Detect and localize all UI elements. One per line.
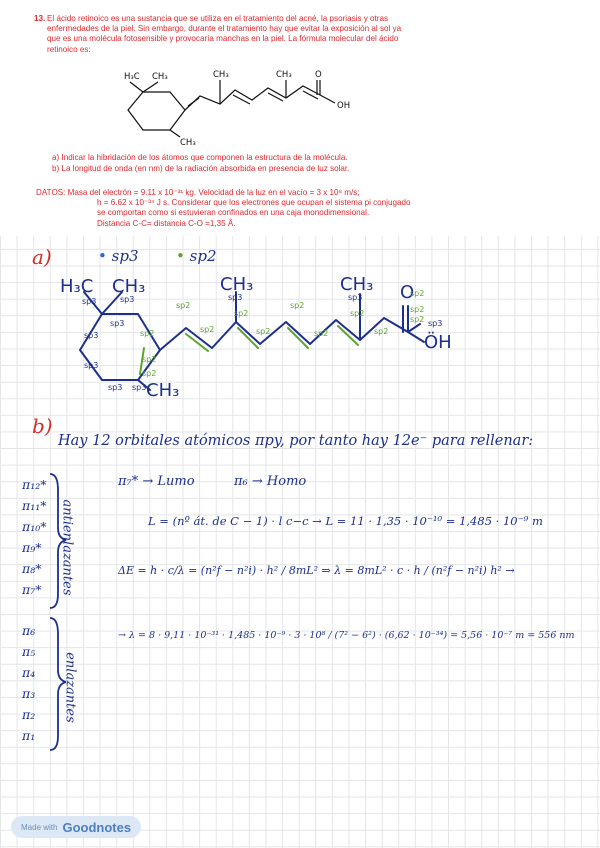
- sp2-label: sp2: [200, 325, 215, 334]
- question-item: b) La longitud de onda (en nm) de la radiación absorbida en presencia de luz solar.: [52, 164, 350, 173]
- atom-label: CH₃: [112, 276, 146, 297]
- data-line: Distancia C-C= distancia C-O =1,35 Å.: [97, 218, 236, 228]
- sp3-label: sp3: [84, 331, 99, 340]
- sp2-label: sp2: [256, 327, 271, 336]
- printed-label: H₃C: [124, 72, 140, 82]
- sp3-dot-icon: •: [98, 247, 107, 265]
- sp3-label: sp3: [228, 293, 243, 302]
- orbital-label: π₁₂*: [22, 477, 47, 492]
- orbital-label: π₇*: [22, 582, 42, 597]
- annotated-molecule: [0, 262, 600, 412]
- printed-label: O: [315, 70, 322, 80]
- sp2-label: sp2: [410, 305, 425, 314]
- data-line: DATOS: Masa del electrón = 9.11 x 10⁻³¹ kg. Velocidad de la luz en el vacío = 3 x 10⁸ m/s;: [36, 188, 360, 197]
- orbital-label: π₁₁*: [22, 498, 47, 513]
- atom-label: O: [400, 282, 415, 303]
- antibonding-list: [22, 474, 47, 600]
- sp3-label: sp3: [428, 319, 443, 328]
- antibonding-label: antienlazantes: [59, 499, 75, 596]
- orbital-label: π₃: [22, 686, 36, 701]
- orbital-label: π₁: [22, 728, 36, 743]
- printed-label: OH: [337, 101, 351, 111]
- sp3-label: sp3: [84, 361, 99, 370]
- part-b-label: b): [32, 414, 53, 438]
- question-list: [52, 152, 472, 174]
- atom-label: CH₃: [220, 274, 254, 295]
- legend-sp3: • sp3: [98, 247, 139, 265]
- orbital-label: π₅: [22, 644, 36, 659]
- sp3-label: sp3: [348, 293, 363, 302]
- problem-number: 13.: [34, 14, 46, 23]
- sp3-label: sp3: [108, 383, 123, 392]
- sp2-label: sp2: [140, 329, 155, 338]
- sp2-dot-icon: •: [176, 247, 185, 265]
- problem-line: retinoico es:: [47, 44, 91, 54]
- lumo-line: π₇* → Lumo: [118, 474, 195, 489]
- sp3-label: sp3: [120, 295, 135, 304]
- legend-sp2: • sp2: [176, 247, 217, 265]
- problem-line: El ácido retinoico es una sustancia que se utiliza en el tratamiento del acné, la psoriasis y otras: [47, 14, 389, 23]
- part-b-intro: Hay 12 orbitales atómicos πpy, por tanto hay 12e⁻ para rellenar:: [58, 433, 534, 449]
- sp2-label: sp2: [350, 309, 365, 318]
- orbital-label: π₁₀*: [22, 519, 47, 534]
- sp2-label: sp2: [314, 329, 329, 338]
- data-block: [36, 188, 476, 229]
- problem-line: que es una molécula fotosensible y provocaría manchas en la piel. La fórmula molecular del ácido: [47, 34, 399, 44]
- sp3-label: sp3: [110, 319, 125, 328]
- printed-label: CH₃: [180, 138, 196, 148]
- sp2-label: sp2: [374, 327, 389, 336]
- orbital-label: π₄: [22, 665, 36, 680]
- printed-molecule: [0, 0, 600, 150]
- printed-label: CH₃: [152, 72, 168, 82]
- orbital-label: π₉*: [22, 540, 42, 555]
- length-equation: L = (nº át. de C − 1) · l c−c → L = 11 · 1,35 · 10⁻¹⁰ = 1,485 · 10⁻⁹ m: [148, 514, 543, 528]
- atom-label: ÖH: [424, 332, 452, 353]
- sp2-label: sp2: [410, 315, 425, 324]
- sp3-label: sp3: [132, 383, 147, 392]
- sp2-label: sp2: [290, 301, 305, 310]
- orbital-label: π₈*: [22, 561, 42, 576]
- orbital-label: π₆: [22, 623, 36, 638]
- sp2-label: sp2: [176, 301, 191, 310]
- energy-equation: ΔE = h · c/λ = (n²f − n²i) · h² / 8mL² ⇒ λ = 8mL² · c · h / (n²f − n²i) h² →: [118, 564, 515, 577]
- homo-line: π₆ → Homo: [234, 474, 307, 489]
- sp2-label: sp2: [410, 289, 425, 298]
- data-line: h = 6.62 x 10⁻³⁴ J s. Considerar que los electrones que ocupan el sistema pi conjugado: [97, 198, 411, 208]
- goodnotes-badge: Made with Goodnotes: [11, 816, 141, 838]
- bonding-label: enlazantes: [62, 652, 78, 723]
- atom-label: CH₃: [146, 380, 180, 401]
- atom-label: CH₃: [340, 274, 374, 295]
- bonding-list: [22, 620, 35, 746]
- question-item: a) Indicar la hibridación de los átomos que componen la estructura de la molécula.: [52, 153, 348, 162]
- orbital-label: π₂: [22, 707, 36, 722]
- lambda-equation: → λ = 8 · 9,11 · 10⁻³¹ · 1,485 · 10⁻⁹ · 3 · 10⁸ / (7² − 6²) · (6,62 · 10⁻³⁴) = 5,56 · 10⁻⁷ m = 556 nm: [118, 630, 575, 641]
- problem-line: enfermedades de la piel. Sin embargo, durante el tratamiento hay que evitar la exposición al sol ya: [47, 24, 402, 34]
- sp3-label: sp3: [82, 297, 97, 306]
- sp2-label: sp2: [142, 355, 157, 364]
- atom-label: H₃C: [60, 276, 94, 297]
- problem-statement: [0, 0, 600, 236]
- sp2-label: sp2: [234, 309, 249, 318]
- printed-label: CH₃: [276, 70, 292, 80]
- part-a-label: a): [32, 245, 52, 269]
- sp2-label: sp2: [142, 369, 157, 378]
- printed-label: CH₃: [213, 70, 229, 80]
- data-line: se comportan como si estuvieran confinados en una caja monodimensional.: [97, 208, 370, 218]
